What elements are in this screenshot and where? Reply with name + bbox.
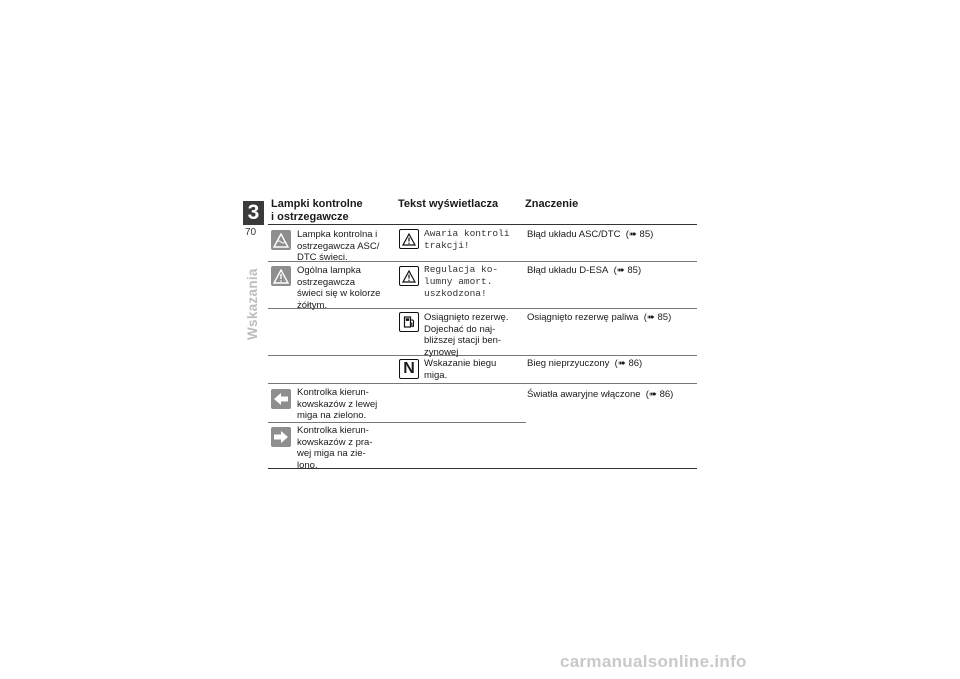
lamp-description: Kontrolka kierun- kowskazów z lewej miga na zielono. xyxy=(297,387,378,421)
display-text: Osiągnięto rezerwę. Dojechać do naj- bliższej stacji ben- zynowej xyxy=(424,312,509,358)
turn-signal-left-icon xyxy=(271,389,291,409)
meaning-text: Osiągnięto rezerwę paliwa (➠ 85) xyxy=(527,312,672,323)
meaning-text: Światła awaryjne włączone (➠ 86) xyxy=(527,389,674,400)
meaning-text: Błąd układu D-ESA (➠ 85) xyxy=(527,265,642,276)
display-text: Awaria kontroli trakcji! xyxy=(424,228,510,251)
row-divider xyxy=(268,422,526,423)
display-text: Regulacja ko- lumny amort. uszkodzona! xyxy=(424,264,499,299)
section-side-label: Wskazania xyxy=(245,268,260,340)
watermark: carmanualsonline.info xyxy=(560,652,747,671)
header-rule xyxy=(268,224,697,225)
warning-triangle-icon xyxy=(271,266,291,286)
display-text: Wskazanie biegu miga. xyxy=(424,358,497,381)
arrow-right-icon: ➠ xyxy=(628,229,637,240)
neutral-gear-icon: N xyxy=(399,359,419,379)
arrow-right-icon: ➠ xyxy=(646,312,655,323)
arrow-right-icon: ➠ xyxy=(616,265,625,276)
header-lamps: Lampki kontrolne i ostrzegawcze xyxy=(271,198,363,223)
fuel-pump-icon xyxy=(399,312,419,332)
meaning-text: Błąd układu ASC/DTC (➠ 85) xyxy=(527,229,654,240)
arrow-right-icon: ➠ xyxy=(617,358,626,369)
meaning-text: Bieg nieprzyuczony (➠ 86) xyxy=(527,358,643,369)
header-display-text: Tekst wyświetlacza xyxy=(398,198,499,210)
lamp-description: Ogólna lampka ostrzegawcza świeci się w kolorze żółtym. xyxy=(297,265,381,311)
header-meaning: Znaczenie xyxy=(525,198,579,210)
warning-triangle-icon xyxy=(271,230,291,250)
arrow-right-icon: ➠ xyxy=(648,389,657,400)
warning-triangle-icon xyxy=(399,229,419,249)
chapter-number: 3 xyxy=(243,201,264,225)
page-number: 70 xyxy=(245,227,257,238)
lamp-description: Kontrolka kierun- kowskazów z pra- wej miga na zie- lono. xyxy=(297,425,373,471)
lamp-description: Lampka kontrolna i ostrzegawcza ASC/ DTC świeci. xyxy=(297,229,380,263)
warning-triangle-icon xyxy=(399,266,419,286)
row-divider xyxy=(268,383,697,384)
turn-signal-right-icon xyxy=(271,427,291,447)
